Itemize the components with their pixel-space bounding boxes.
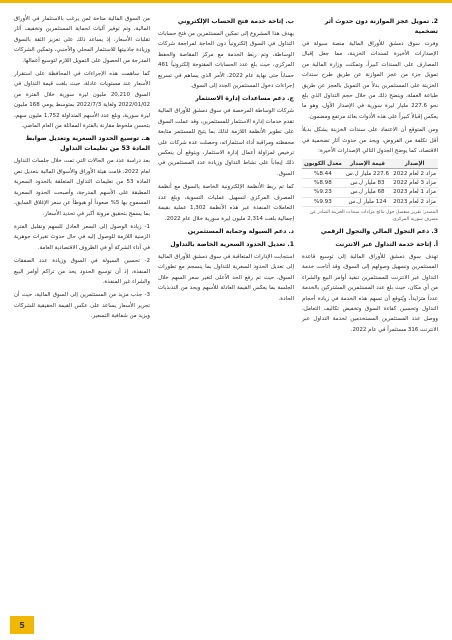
page-number-badge: 5 xyxy=(10,616,34,634)
heading-electronic-account: ب. إتاحة خدمة فتح الحساب الإلكتروني xyxy=(177,18,294,25)
paragraph-budget-2: ومن المتوقع أن الاعتماد على سندات الخزينة يشكل بديلاً أقل تكلفة من القروض، ويحد من حدوث آثار تضخمية في الاقتصاد، كما يوضح الجدول التالي الإصدارات الأخيرة: xyxy=(302,127,438,155)
paragraph-investment-management: شركات الوساطة المرخصة في سوق دمشق للأوراق المالية تقدم خدمات إدارة الاستثمار للمستثمرين، وقد عملت السوق على تطوير الأنظمة اللازمة لذلك بما يتيح للمستثمر متابعة محفظته ومراقبة أداء استثماراته، وحصلت عدة شركات على ترخيص لمزاولة أعمال إدارة الاستثمار، ويتوقع أن ينعكس ذلك إيجاباً على نشاط التداول وزيادة عدد المستثمرين في السوق. xyxy=(158,108,294,177)
table-header-row xyxy=(302,159,438,169)
paragraph-trading-volume: كما ساهمت هذه الإجراءات في المحافظة على استقرار الأسعار عند مستويات عادلة، حيث بلغت قيمة التداول في السوق 20,210 مليون ليرة سورية خلال الفترة من 2022/01/02 ولغاية 2022/7/3 بمتوسط يومي 168 مليون ليرة سورية، وبلغ عدد الأسهم المتداولة 1,752 مليون سهم، بتحسن ملحوظ مقارنة بالفترة المماثلة من العام الماضي. xyxy=(14,71,150,130)
heading-online-trading: أ. إتاحة خدمة التداول عبر الانترنت xyxy=(335,240,438,248)
heading-article-53: هـ. توسيع الحدود السعرية وتعديل ضوابط المادة 53 من تعليمات التداول xyxy=(25,135,150,153)
table-cell-coupon: %9.23 xyxy=(302,188,344,197)
table-source-note: المصدر: تقرير منفصل حول نتائج مزادات سندات الخزينة الصادر عن مصرف سورية المركزي. xyxy=(309,209,438,222)
table-cell-issue: مزاد 2 لعام 2023 xyxy=(391,197,438,206)
table-cell-coupon: %9.93 xyxy=(302,197,344,206)
table-header-coupon: معدل الكوبون xyxy=(302,159,344,169)
paragraph-price-limits: استجابت الإدارات المتعاقبة في سوق دمشق للأوراق المالية إلى تعديل الحدود السعرية للتداول بما ينسجم مع تطورات السوق، حيث تم رفع الحد الأعلى لتغير سعر السهم خلال الجلسة بما يعكس القيمة العادلة للأسهم ويحد من التذبذبات الحادة. xyxy=(158,253,294,302)
table-cell-value: 124 مليار ل.س xyxy=(344,197,391,206)
paragraph-online-trading: تهدف سوق دمشق للأوراق المالية إلى توسيع قاعدة المستثمرين وتسهيل وصولهم إلى السوق، وقد أتاحت خدمة التداول عبر الانترنت للمستثمرين تنفيذ أوامر البيع والشراء من أي مكان، حيث بلغ عدد المستثمرين المشتركين بالخدمة عدداً متزايداً، ويُتوقع أن تسهم هذه الخدمة في زيادة أحجام التداول وتحسين كفاءة السوق وتخفيض تكاليف التعامل، ووصل عدد المستثمرين المستخدمين لخدمة التداول عبر الانترنت 316 مستثمراً في عام 2022. xyxy=(302,253,438,333)
table-row xyxy=(302,178,438,187)
point-1: 1- زيادة الوصول إلى السعر العادل للسهم وتقليل الفترة الزمنية اللازمة للوصول إليه في حال حدوث تغيرات جوهرية في أداء الشركة أو في الظروف الاقتصادية العامة. xyxy=(14,223,150,251)
heading-liquidity-support: د. دعم السيولة وحماية المستثمرين xyxy=(187,227,294,235)
table-cell-coupon: %8.44 xyxy=(302,169,344,178)
accent-top-rule xyxy=(0,0,452,3)
table-cell-value: 68 مليار ل.س xyxy=(344,188,391,197)
point-2: 2- تحسين السيولة في السوق وزيادة عدد الصفقات المنفذة، إذ أن توسيع الحدود يحد من تراكم أوامر البيع والشراء غير المنفذة. xyxy=(14,258,150,285)
bond-issues-table xyxy=(302,159,438,207)
table-header-issue: الإصدار xyxy=(391,159,438,169)
paragraph-investment-management-2: كما تم ربط الأنظمة الإلكترونية الخاصة بالسوق مع أنظمة المصرف المركزي لتسهيل عمليات التسوية، وبلغ عدد التعاملات المنفذة عبر هذه الأنظمة 1,302 عملية بقيمة إجمالية بلغت 2,314 مليون ليرة سورية خلال عام 2022. xyxy=(158,184,294,222)
heading-investment-management: ج. دعم مساعدات إدارة الاستثمار xyxy=(195,95,294,103)
point-3: 3- جذب مزيد من المستثمرين إلى السوق المالية، حيث أن تحرير الأسعار يساعد على عكس القيمة الحقيقية للشركات ويزيد من شفافية التسعير. xyxy=(14,292,150,320)
table-row xyxy=(302,169,438,178)
heading-budget-financing: 2. تمويل عجز الموازنة دون حدوث أثر تضخمية xyxy=(324,18,438,35)
table-row xyxy=(302,188,438,197)
table-row xyxy=(302,197,438,206)
heading-price-limits: 1. تعديل الحدود السعرية الخاصة بالتداول xyxy=(170,240,294,248)
table-cell-issue: مزاد 3 لعام 2022 xyxy=(391,178,438,187)
middle-column xyxy=(158,14,294,604)
paragraph-electronic-account: يهدف هذا المشروع إلى تمكين المستثمرين من فتح حسابات التداول في السوق إلكترونياً دون الحاجة لمراجعة شركات الوساطة، وتم ربط الخدمة مع مركز المقاصة والحفظ المركزي، حيث بلغ عدد الحسابات المفتوحة إلكترونياً 461 حساباً حتى نهاية عام 2022، الأمر الذي يساهم في تسريع إجراءات دخول المستثمرين الجدد إلى السوق. xyxy=(158,31,294,90)
paragraph-market-access: من السوق المالية متاحة لمن يرغب بالاستثمار في الأوراق المالية، وتم توفير آليات لحماية المستثمرين وتخفيف آثار تقلبات الأسعار، إذ يساعد ذلك على تعزيز الثقة بالسوق وزيادة جاذبيتها للاستثمار المحلي والأجنبي، وتمكين الشركات المدرجة من الحصول على التمويل اللازم لتوسيع أعمالها. xyxy=(14,16,150,64)
heading-digital-transformation: 3. دعم التحول المالي والتحول الرقمي xyxy=(320,227,438,235)
table-cell-value: 83 مليار ل.س xyxy=(344,178,391,187)
left-column xyxy=(14,14,150,604)
article-columns xyxy=(14,14,438,604)
table-cell-issue: مزاد 1 لعام 2023 xyxy=(391,188,438,197)
paragraph-budget-1: وفرت سوق دمشق للأوراق المالية منصة سيولة في الإصدارات الأخيرة لسندات الخزينة، مما جعل إقبال المصارف على السندات كبيراً، وتمكنت وزارة المالية من تمويل جزء من عجز الموازنة عن طريق طرح سندات الخزينة على المستثمرين بدلاً من التمويل بالعجز عن طريق طباعة العملة، ويتضح ذلك من خلال حجم التداول الذي بلغ نحو 227.6 مليار ليرة سورية في الإصدار الأول، وهو ما يعكس إقبالاً كبيراً على هذه الأدوات بعائد مرتفع ومضمون. xyxy=(302,41,438,120)
table-cell-issue: مزاد 2 لعام 2022 xyxy=(391,169,438,178)
table-header-value: قيمة الإصدار xyxy=(344,159,391,169)
right-column xyxy=(302,14,438,604)
table-cell-value: 227.6 مليار ل.س xyxy=(344,169,391,178)
paragraph-article-53: بعد دراسة عدد من الحالات التي تمت خلال جلسات التداول لعام 2022، قامت هيئة الأوراق والأسواق المالية بتعديل نص المادة 53 من تعليمات التداول المتعلقة بالحدود السعرية المطبقة على الأسهم المدرجة، وأصبحت الحدود السعرية المسموح بها 5% صعوداً أو هبوطاً عن سعر الإغلاق السابق، بما يسمح بتحقيق مرونة أكبر في تحديد الأسعار. xyxy=(14,158,150,217)
table-cell-coupon: %8.98 xyxy=(302,178,344,187)
